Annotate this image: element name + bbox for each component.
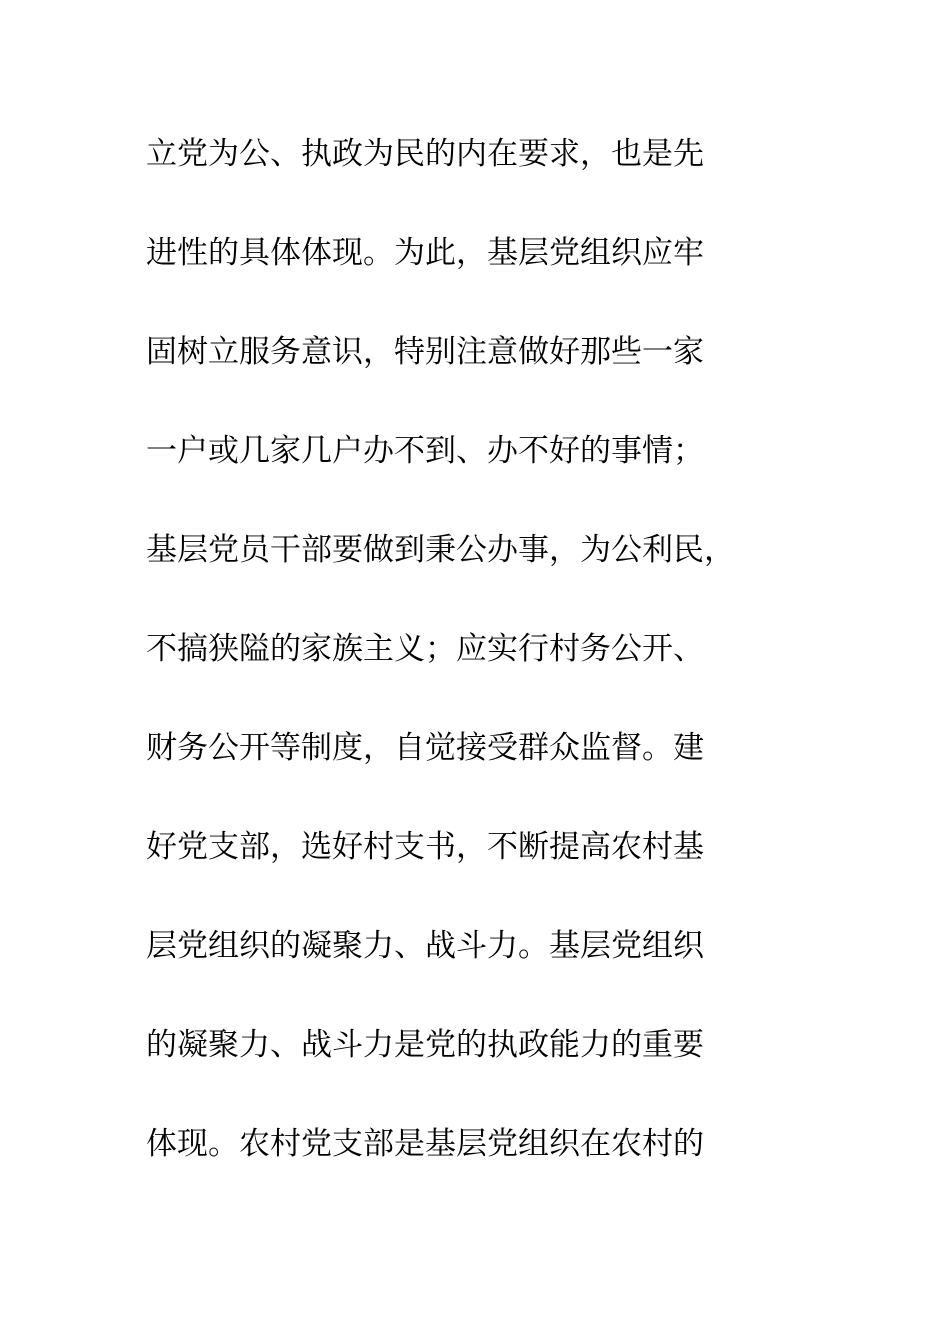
text-line: 好党支部，选好村支书，不断提高农村基 xyxy=(146,829,704,865)
text-line: 财务公开等制度，自觉接受群众监督。建 xyxy=(146,730,704,766)
text-line: 基层党员干部要做到秉公办事，为公利民， xyxy=(146,532,735,568)
text-line: 不搞狭隘的家族主义；应实行村务公开、 xyxy=(146,631,704,667)
text-line: 立党为公、执政为民的内在要求，也是先 xyxy=(146,136,704,172)
text-line: 一户或几家几户办不到、办不好的事情； xyxy=(146,433,704,469)
text-line: 的凝聚力、战斗力是党的执政能力的重要 xyxy=(146,1027,704,1063)
text-line: 固树立服务意识，特别注意做好那些一家 xyxy=(146,334,704,370)
body-text xyxy=(146,122,806,1211)
text-line: 进性的具体体现。为此，基层党组织应牢 xyxy=(146,235,704,271)
text-line: 层党组织的凝聚力、战斗力。基层党组织 xyxy=(146,928,704,964)
text-line: 体现。农村党支部是基层党组织在农村的 xyxy=(146,1126,704,1162)
